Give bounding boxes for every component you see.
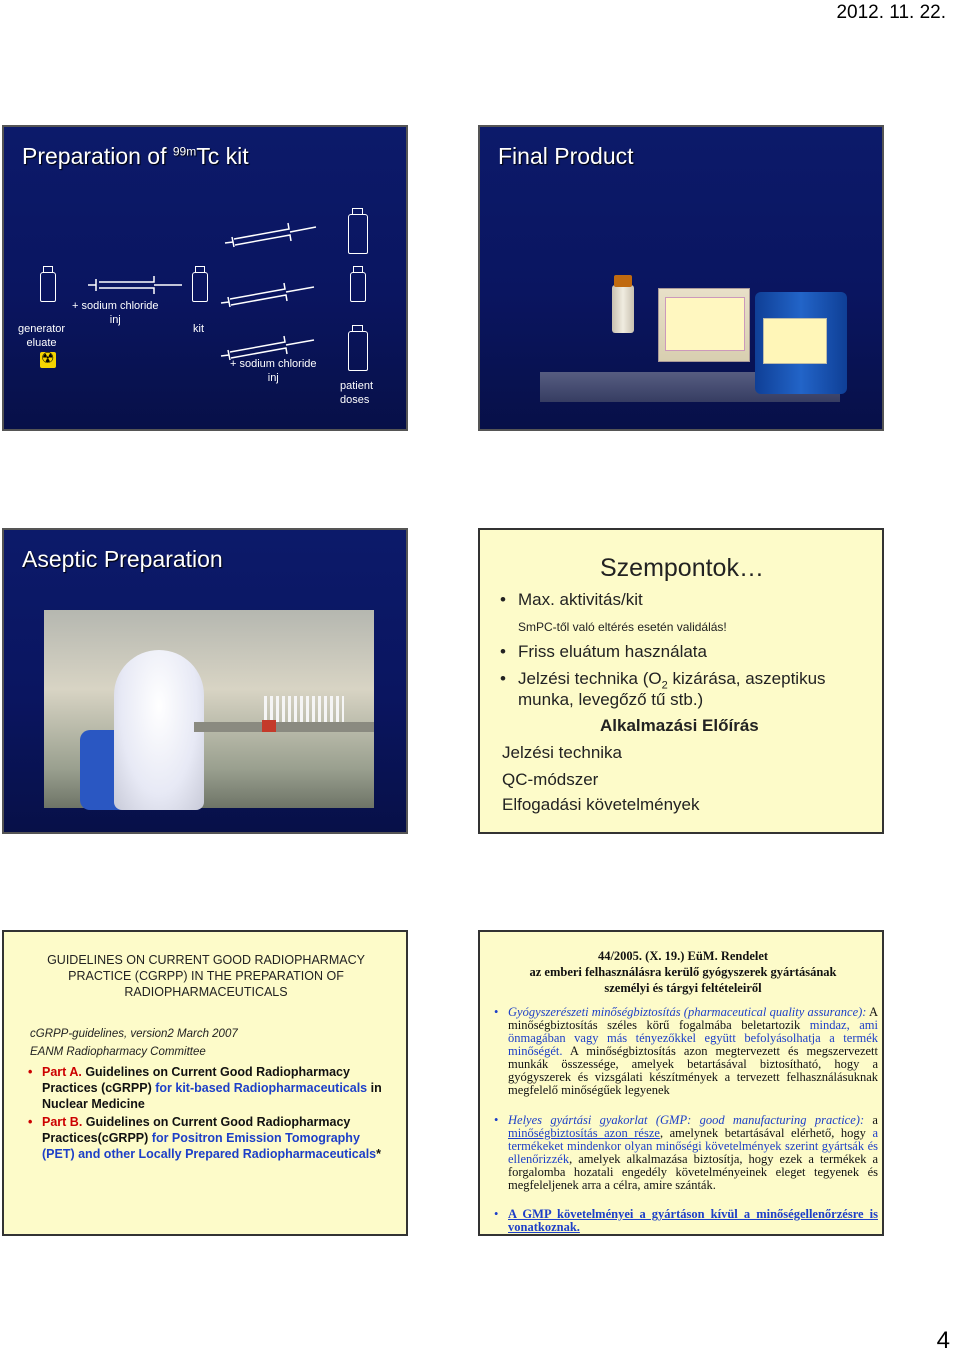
generator-vial-icon [40,272,56,302]
photo-red-box [262,720,276,732]
radiation-icon [40,352,56,368]
guidelines-part-a [42,1064,392,1112]
line-qc: QC-módszer [502,770,599,789]
labeling-subscript: 2 [661,679,668,692]
bullet-fresh-eluate: • Friss eluátum használata [518,642,707,662]
product-box-image [658,288,750,362]
page-number: 4 [936,1327,950,1354]
gmp-qc-text: A GMP követelményei a gyártáson kívül a minőségellenőrzésre is vonatkoznak. [508,1207,878,1234]
label-generator-eluate: generator eluate [18,323,66,349]
sub-smpc: SmPC-től való eltérés esetén validálás! [518,620,727,634]
label-sodium-chloride-1: + sodium chloride inj [72,300,159,326]
line-elfogadasi: Elfogadási követelmények [502,795,700,814]
gmp-text-3: a termékeket mindenkor olyan minőségi követelmények szerint gyártsák és ellenőrizzék [508,1126,879,1166]
product-vial-image [612,285,634,333]
title-text-end: Tc kit [196,143,249,169]
labeling-text-2: kizárása, aszeptikus [667,669,826,688]
part-b-blue: for Positron Emission Tomography (PET) and other Locally Prepared Radiopharmaceuticals [42,1131,377,1161]
bullet-max-activity: • Max. aktivitás/kit [518,590,643,610]
slide-guidelines [2,930,408,1236]
title-text: Preparation of [22,143,173,169]
label-patient-doses: patient doses [340,380,374,406]
gmp-text-4: , amelyek alkalmazása biztosítja, hogy ezek a termékek a forgalomba hozatali engedély követelményeinek eleget tegyenek és megfeleljenek arra a célra, amire szánták. [508,1152,878,1192]
patient-dose-vial-icon [348,331,368,371]
slide-title: Szempontok… [600,554,764,582]
part-b-main: Guidelines on Current Good Radiopharmacy Practices(cGRPP) [42,1115,351,1145]
part-a-end: in Nuclear Medicine [42,1081,382,1111]
photo-person [114,650,204,810]
bullet-labeling [518,669,826,691]
cleanroom-photo [44,610,374,808]
qa-text-1: A minőségbiztosítás széles körű fogalmába beletartozik [508,1005,878,1032]
rendelet-heading-1: 44/2005. (X. 19.) EüM. Rendelet [597,949,769,963]
slide-title: Final Product [498,143,634,169]
line-jelzesi: Jelzési technika [502,743,623,762]
qa-term: Gyógyszerészeti minőségbiztosítás (pharmaceutical quality assurance): [508,1005,867,1019]
part-a-label: Part A. [42,1065,86,1079]
large-vial-icon [348,214,368,254]
heading-alkalmazasi: Alkalmazási Előírás [600,716,759,735]
product-canister-image [755,292,847,394]
slide-szempontok [478,528,884,834]
page-date: 2012. 11. 22. [836,2,946,23]
guidelines-committee: EANM Radiopharmacy Committee [30,1046,206,1058]
gmp-term: Helyes gyártási gyakorlat (GMP: good manufacturing practice): [508,1113,865,1127]
rendelet-heading-2: az emberi felhasználásra kerülő gyógyszerek gyártásának [529,965,837,979]
part-b-end: * [376,1147,381,1161]
slide-title: Aseptic Preparation [22,546,223,572]
slide-preparation-kit [2,125,408,431]
gmp-text-1: a [864,1113,878,1127]
rendelet-heading [490,948,876,996]
slide-final-product [478,125,884,431]
gmp-text-2: , amelynek betartásával elérhető, hogy [659,1126,873,1140]
guidelines-version: cGRPP-guidelines, version2 March 2007 [30,1028,238,1040]
kit-vial-icon [192,272,208,302]
dose-vial-icon [350,272,366,302]
labeling-text: Jelzési technika (O [518,669,662,688]
label-kit: kit [193,323,204,335]
photo-bench [194,722,374,732]
label-sodium-chloride-2: + sodium chloride inj [230,358,317,384]
part-a-main: Guidelines on Current Good Radiopharmacy Practices (cGRPP) [42,1065,350,1095]
qa-text-2: mindaz, ami önmagában vagy más tényezőkkel együtt befolyásolhatja a termék minőségét. [508,1018,878,1058]
slide-aseptic-preparation [2,528,408,834]
part-a-blue: for kit-based Radiopharmaceuticals [155,1081,368,1095]
para-quality-assurance [508,1006,878,1097]
qa-text-3: A minőségbiztosítás azon megtervezett és megszervezett munkák összessége, amelyek betartásával biztosítható, hogy a gyógyszerek és vizsgálati készítmények a tervezett felhasználásuknak megfelelő minőségűek legyenek [508,1044,878,1097]
photo-tubes [264,696,344,722]
slide-eum-rendelet [478,930,884,1236]
para-gmp-qc [508,1208,878,1234]
labeling-cont: munka, levegőző tű stb.) [518,690,704,709]
part-b-label: Part B. [42,1115,86,1129]
para-gmp [508,1114,878,1192]
guidelines-part-b [42,1114,392,1162]
gmp-underlined: minőségbiztosítás azon része [508,1126,660,1140]
rendelet-heading-3: személyi és tárgyi feltételeiről [604,981,762,995]
title-superscript: 99m [172,144,197,159]
guidelines-heading: GUIDELINES ON CURRENT GOOD RADIOPHARMACY PRACTICE (CGRPP) IN THE PREPARATION OF RADIOPHARMACEUTICALS [47,953,365,999]
